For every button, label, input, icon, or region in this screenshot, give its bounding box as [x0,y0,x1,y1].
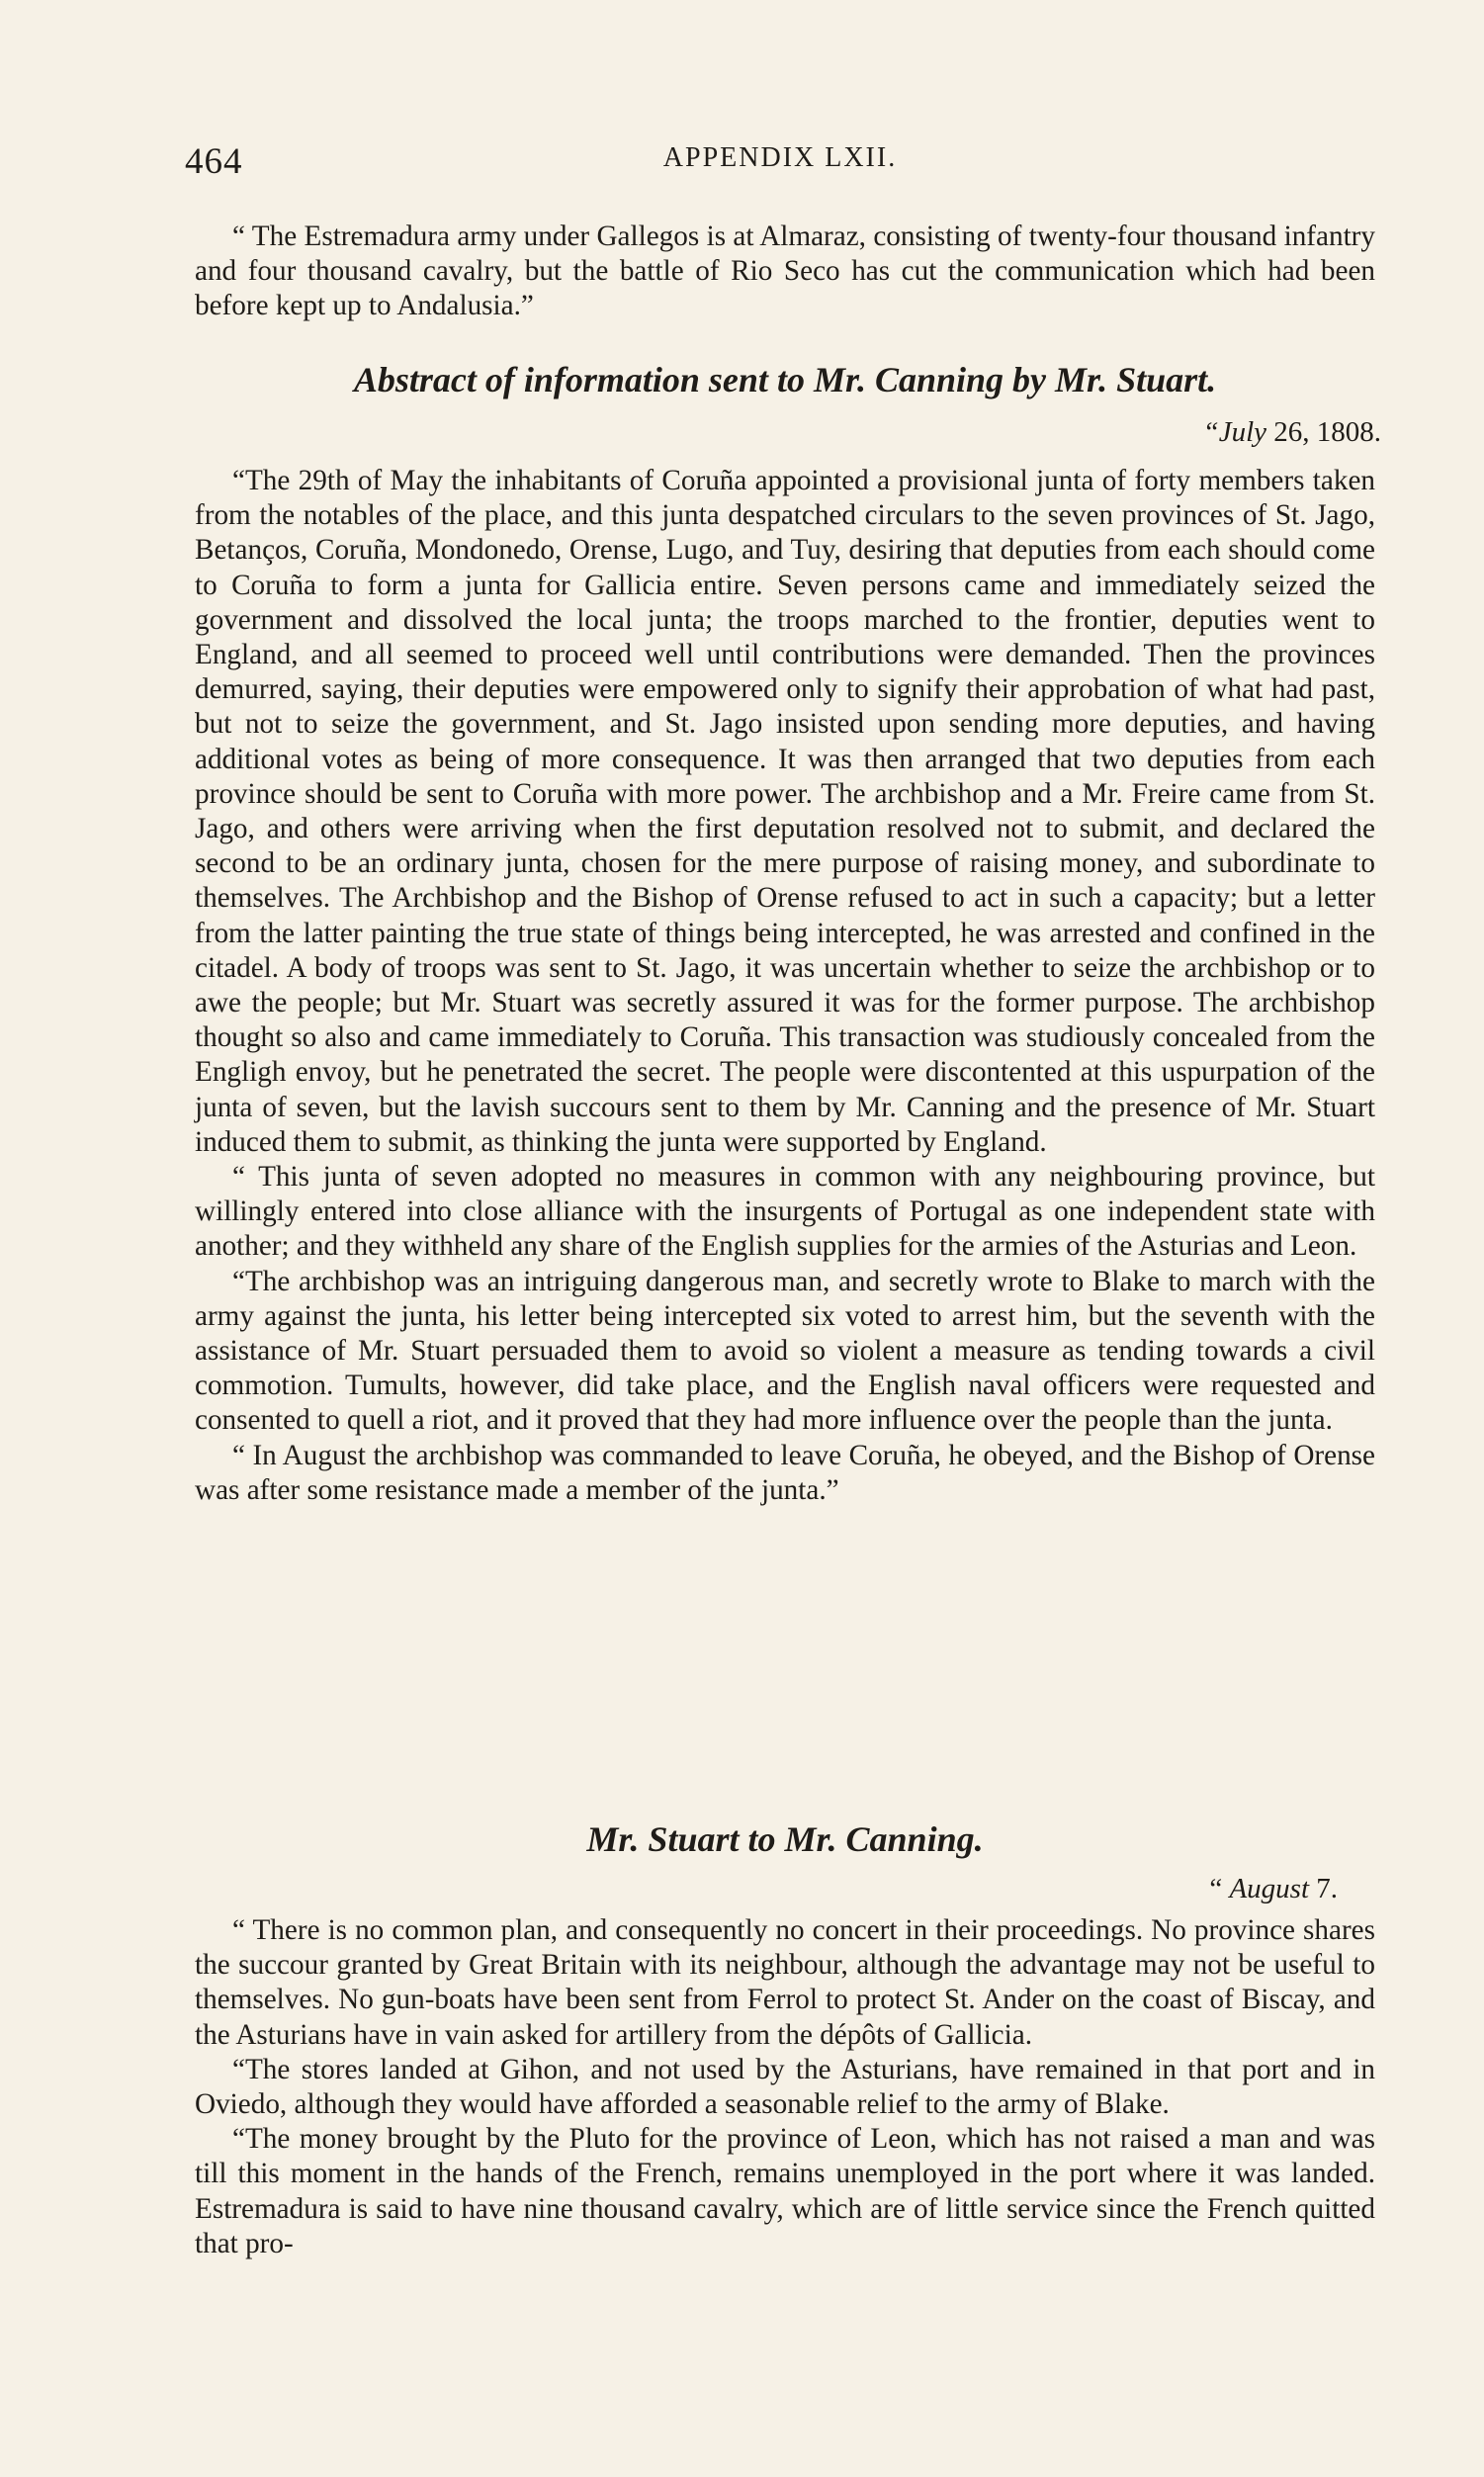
paragraph: “The archbishop was an intriguing dangerous man, and secretly wrote to Blake to march with the army against the junta, his letter being intercepted six voted to arrest him, but the seventh with the assistance of Mr. Stuart persuaded them to avoid so violent a measure as tending towards a civil commotion. Tumults, however, did take place, and the English naval officers were requested and consented to quell a riot, and it proved that they had more influence over the people than the junta. [195,1265,1375,1437]
date-rest: 7. [1309,1873,1338,1904]
intro-block [195,220,1375,324]
date-month: August [1229,1873,1309,1904]
section-letter-heading-block [195,1817,1375,1861]
section-letter-body [195,1913,1375,2261]
section-date-abstract [195,415,1381,450]
section-heading-letter: Mr. Stuart to Mr. Canning. [586,1819,984,1859]
section-heading-abstract: Abstract of information sent to Mr. Canning by Mr. Stuart. [353,360,1217,399]
paragraph: “ There is no common plan, and consequently no concert in their proceedings. No province shares the succour granted by Great Britain with its neighbour, although the advantage may not be useful to themselves. No gun-boats have been sent from Ferrol to protect St. Ander on the coast of Biscay, and the Asturians have in vain asked for artillery from the dépôts of Gallicia. [195,1914,1375,2051]
paragraph: “ This junta of seven adopted no measures in common with any neighbouring province, but willingly entered into close alliance with the insurgents of Portugal as one independent state with another; and they withheld any share of the English supplies for the armies of the Asturias and Leon. [195,1161,1375,1263]
date-rest: 26, 1808. [1266,416,1381,448]
section-date-letter [195,1872,1375,1906]
paragraph: “The money brought by the Pluto for the province of Leon, which has not raised a man and was till this moment in the hands of the French, remains unemployed in the port where it was landed. Estremadura is said to have nine thousand cavalry, which are of little service since the French quitted that pro- [195,2123,1375,2259]
paragraph: “The stores landed at Gihon, and not used by the Asturians, have remained in that port and in Oviedo, although they would have afforded a seasonable relief to the army of Blake. [195,2053,1375,2121]
page-number: 464 [185,141,243,182]
running-head [185,136,1375,186]
paragraph: “ In August the archbishop was commanded to leave Coruña, he obeyed, and the Bishop of Orense was after some resistance made a member of the junta.” [195,1439,1375,1506]
paragraph: “The 29th of May the inhabitants of Coruña appointed a provisional junta of forty members taken from the notables of the place, and this junta despatched circulars to the seven provinces of St. Jago, Betanços, Coruña, Mondonedo, Orense, Lugo, and Tuy, desiring that deputies from each should come to Coruña to form a junta for Gallicia entire. Seven persons came and immediately seized the government and dissolved the local junta; the troops marched to the frontier, deputies went to England, and all seemed to proceed well until contributions were demanded. Then the provinces demurred, saying, their deputies were empowered only to signify their approbation of what had past, but not to seize the government, and St. Jago insisted upon sending more deputies, and having additional votes as being of more consequence. It was then arranged that two deputies from each province should be sent to Coruña with more power. The archbishop and a Mr. Freire came from St. Jago, and others were arriving when the first deputation resolved not to submit, and declared the second to be an ordinary junta, chosen for the mere purpose of raising money, and subordinate to themselves. The Archbishop and the Bishop of Orense refused to act in such a capacity; but a letter from the latter painting the true state of things being intercepted, he was arrested and confined in the citadel. A body of troops was sent to St. Jago, it was uncertain whether to seize the archbishop or to awe the people; but Mr. Stuart was secretly assured it was for the former purpose. The archbishop thought so also and came immediately to Coruña. This transaction was studiously concealed from the Engligh envoy, but he penetrated the secret. The people were discontented at this uspurpation of the junta of seven, but the lavish succours sent to them by Mr. Canning and the presence of Mr. Stuart induced them to submit, as thinking the junta were supported by England. [195,465,1375,1158]
date-month: “July [1202,416,1266,448]
section-letter-date-block [195,1872,1375,1906]
running-title: APPENDIX LXII. [662,142,898,173]
section-abstract-heading-block [195,358,1375,401]
section-abstract-body [195,464,1375,1508]
date-open: “ [1209,1873,1230,1904]
intro-paragraph: “ The Estremadura army under Gallegos is at Almaraz, consisting of twenty-four thousand infantry and four thousand cavalry, but the battle of Rio Seco has cut the communication which had been before kept up to Andalusia.” [195,221,1375,322]
section-abstract-date-block [195,415,1381,450]
